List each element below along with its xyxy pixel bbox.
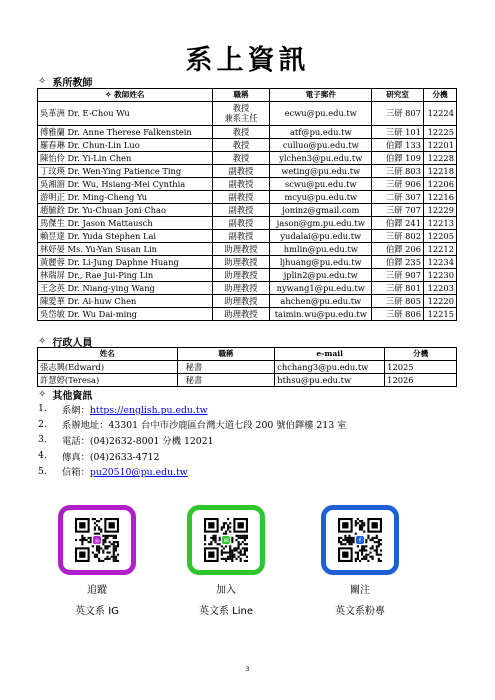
item-number: 4. [38, 450, 47, 462]
other-info-item [38, 463, 346, 479]
faculty-ext: 12220 [424, 294, 457, 307]
faculty-title: 副教授 [212, 229, 270, 242]
faculty-ext: 12205 [424, 229, 457, 242]
faculty-row [38, 294, 457, 307]
page-number: 3 [245, 665, 250, 673]
faculty-title: 助理教授 [212, 255, 270, 268]
faculty-office: 三研 101 [372, 125, 424, 138]
faculty-office: 三研 806 [372, 307, 424, 320]
item-link[interactable]: pu20510@pu.edu.tw [89, 467, 188, 479]
faculty-row [38, 216, 457, 229]
faculty-ext: 12230 [424, 268, 457, 281]
staff-title: 秘書 [177, 373, 275, 386]
faculty-email[interactable]: ecwu@pu.edu.tw [270, 101, 372, 125]
faculty-name: 趙毓銓 Dr. Yu-Chuan Joni Chao [38, 203, 213, 216]
faculty-name: 傅雅蘭 Dr. Anne Therese Falkenstein [38, 125, 213, 138]
faculty-office: 三研 801 [372, 281, 424, 294]
faculty-email[interactable]: weting@pu.edu.tw [270, 164, 372, 177]
faculty-name: 吳湘湄 Dr. Wu, Hsiang-Mei Cynthia [38, 177, 213, 190]
faculty-office: 三研 805 [372, 294, 424, 307]
faculty-email[interactable]: jason@gm.pu.edu.tw [270, 216, 372, 229]
qr-action-label: 關注 [350, 585, 370, 596]
faculty-row [38, 151, 457, 164]
staff-row [38, 360, 457, 373]
item-value: (04)2632-8001 分機 12021 [89, 435, 214, 447]
qr-card[interactable] [310, 505, 410, 617]
faculty-ext: 12215 [424, 307, 457, 320]
faculty-title: 副教授 [212, 190, 270, 203]
faculty-email[interactable]: mcyu@pu.edu.tw [270, 190, 372, 203]
item-number: 3. [38, 434, 47, 446]
faculty-name: 吳革洲 Dr. E-Chou Wu [38, 101, 213, 125]
staff-ext: 12026 [385, 373, 457, 386]
faculty-ext: 12216 [424, 190, 457, 203]
faculty-email[interactable]: ljhuang@pu.edu.tw [270, 255, 372, 268]
faculty-heading [38, 74, 92, 89]
page-title: 系上資訊 [185, 45, 310, 76]
faculty-email[interactable]: yudalai@pu.edu.tw [270, 229, 372, 242]
faculty-email[interactable]: ahchen@pu.edu.tw [270, 294, 372, 307]
faculty-title: 助理教授 [212, 307, 270, 320]
faculty-row [38, 164, 457, 177]
faculty-email[interactable]: ylchen3@pu.edu.tw [270, 151, 372, 164]
item-label: 系辦地址： [62, 420, 109, 432]
qr-frame[interactable] [321, 505, 399, 575]
faculty-row [38, 229, 457, 242]
faculty-name: 游明正 Dr. Ming-Cheng Yu [38, 190, 213, 203]
faculty-title: 副教授 [212, 177, 270, 190]
faculty-ext: 12201 [424, 138, 457, 151]
faculty-email[interactable]: joninz@gmail.com [270, 203, 372, 216]
faculty-email[interactable]: taimin.wu@pu.edu.tw [270, 307, 372, 320]
faculty-ext: 12212 [424, 242, 457, 255]
faculty-ext: 12229 [424, 203, 457, 216]
qr-frame[interactable] [58, 505, 136, 575]
item-link[interactable]: https://english.pu.edu.tw [89, 404, 208, 416]
faculty-email[interactable]: scwu@pu.edu.tw [270, 177, 372, 190]
qr-channel-label: 英文系 IG [75, 606, 119, 617]
svg-text:✉: ✉ [223, 537, 229, 545]
staff-row [38, 373, 457, 386]
faculty-office: 伯鐸 133 [372, 138, 424, 151]
qr-channel-label: 英文系 Line [198, 606, 254, 617]
faculty-title: 教授 [212, 138, 270, 151]
svg-text:◎: ◎ [94, 537, 100, 545]
faculty-name: 黃麗蓉 Dr. Li-Jung Daphne Huang [38, 255, 213, 268]
item-label: 系網： [62, 404, 90, 416]
item-number: 1. [38, 403, 47, 415]
item-number: 2. [38, 418, 47, 430]
faculty-table [37, 88, 457, 321]
faculty-office: 三研 906 [372, 177, 424, 190]
faculty-name: 吳岱敏 Dr. Wu Dai-ming [38, 307, 213, 320]
qr-channel-label: 英文系粉專 [335, 606, 385, 617]
faculty-name: 羅春琳 Dr. Chun-Lin Luo [38, 138, 213, 151]
faculty-row [38, 268, 457, 281]
faculty-office: 三研 802 [372, 229, 424, 242]
header-ext: 分機 [424, 89, 457, 102]
other-heading-label: 其他資訊 [52, 391, 93, 402]
faculty-heading-label: 系所教師 [52, 78, 93, 89]
faculty-row [38, 281, 457, 294]
staff-header-title: 職稱 [177, 348, 275, 361]
faculty-title: 副教授 [212, 164, 270, 177]
item-label: 信箱： [62, 467, 90, 479]
instagram-icon[interactable] [75, 518, 119, 562]
faculty-office: 二研 307 [372, 190, 424, 203]
header-email: 電子郵件 [270, 89, 372, 102]
faculty-ext: 12213 [424, 216, 457, 229]
staff-name: 許慧婷(Teresa) [38, 373, 178, 386]
faculty-title: 助理教授 [212, 281, 270, 294]
diamond-bullet-icon: ✧ [38, 76, 47, 87]
faculty-name: 林瑞屏 Dr., Rae Jui-Ping Lin [38, 268, 213, 281]
faculty-name: 馬傑生 Dr. Jason Mattausch [38, 216, 213, 229]
faculty-ext: 12206 [424, 177, 457, 190]
faculty-office: 三研 907 [372, 268, 424, 281]
faculty-title: 教授 [212, 125, 270, 138]
qr-card[interactable] [47, 505, 147, 617]
faculty-email[interactable]: atf@pu.edu.tw [270, 125, 372, 138]
faculty-title: 副教授 [212, 203, 270, 216]
faculty-row [38, 203, 457, 216]
staff-header-name: 姓名 [38, 348, 178, 361]
staff-email[interactable]: chchang3@pu.edu.tw [275, 360, 385, 373]
item-value: (04)2633-4712 [89, 451, 160, 463]
staff-heading-label: 行政人員 [52, 338, 93, 349]
faculty-office: 伯鐸 206 [372, 242, 424, 255]
faculty-email[interactable]: jplin2@pu.edu.tw [270, 268, 372, 281]
qr-card[interactable] [176, 505, 276, 617]
staff-header-ext: 分機 [385, 348, 457, 361]
faculty-office: 伯鐸 109 [372, 151, 424, 164]
item-label: 傳真： [62, 451, 90, 463]
faculty-office: 三研 707 [372, 203, 424, 216]
faculty-ext: 12225 [424, 125, 457, 138]
item-value: 43301 台中市沙鹿區台灣大道七段 200 號伯鐸樓 213 室 [108, 420, 347, 432]
faculty-name: 陳怡伶 Dr. Yi-Lin Chen [38, 151, 213, 164]
faculty-office: 三研 803 [372, 164, 424, 177]
other-info-item [38, 432, 346, 448]
header-title: 職稱 [212, 89, 270, 102]
faculty-ext: 12224 [424, 101, 457, 125]
faculty-title: 助理教授 [212, 294, 270, 307]
faculty-name: 林妤晏 Ms. Yu-Yan Susan Lin [38, 242, 213, 255]
qr-action-label: 加入 [216, 585, 236, 596]
staff-table [37, 347, 457, 387]
line-icon[interactable] [204, 518, 248, 562]
faculty-row [38, 177, 457, 190]
faculty-name: 王念英 Dr. Niang-ying Wang [38, 281, 213, 294]
diamond-bullet-icon: ✧ [38, 389, 47, 400]
staff-name: 張志興(Edward) [38, 360, 178, 373]
qr-frame[interactable] [187, 505, 265, 575]
faculty-email[interactable]: nywang1@pu.edu.tw [270, 281, 372, 294]
faculty-title: 助理教授 [212, 242, 270, 255]
item-number: 5. [38, 465, 47, 477]
faculty-row [38, 255, 457, 268]
faculty-title: 助理教授 [212, 268, 270, 281]
header-office: 研究室 [372, 89, 424, 102]
faculty-row [38, 242, 457, 255]
other-info-list [38, 401, 346, 479]
facebook-icon[interactable] [338, 518, 382, 562]
other-info-item [38, 417, 346, 433]
faculty-ext: 12218 [424, 164, 457, 177]
faculty-office: 三研 807 [372, 101, 424, 125]
faculty-row [38, 125, 457, 138]
staff-email[interactable]: hthsu@pu.edu.tw [275, 373, 385, 386]
other-info-item [38, 448, 346, 464]
faculty-title: 教授 兼系主任 [212, 101, 270, 125]
staff-header-email: e-mail [275, 348, 385, 361]
qr-action-label: 追蹤 [87, 585, 107, 596]
faculty-name: 賴昱達 Dr. Yuda Stephen Lai [38, 229, 213, 242]
other-info-item [38, 401, 346, 417]
diamond-bullet-icon: ✧ [38, 336, 47, 347]
staff-ext: 12025 [385, 360, 457, 373]
faculty-name: 陳愛華 Dr. Ai-huw Chen [38, 294, 213, 307]
header-name: ✧ 教師姓名 [38, 89, 213, 102]
faculty-title: 副教授 [212, 216, 270, 229]
svg-text:f: f [358, 537, 362, 545]
staff-header-row [38, 348, 457, 361]
faculty-header-row [38, 89, 457, 102]
faculty-name: 丁玟瑛 Dr. Wen-Ying Patience Ting [38, 164, 213, 177]
faculty-ext: 12203 [424, 281, 457, 294]
faculty-row [38, 307, 457, 320]
faculty-row [38, 101, 457, 125]
faculty-office: 伯鐸 235 [372, 255, 424, 268]
faculty-email[interactable]: hmlin@pu.edu.tw [270, 242, 372, 255]
faculty-row [38, 138, 457, 151]
other-heading [38, 387, 92, 402]
item-label: 電話： [62, 435, 90, 447]
faculty-ext: 12234 [424, 255, 457, 268]
faculty-ext: 12228 [424, 151, 457, 164]
staff-title: 秘書 [177, 360, 275, 373]
faculty-row [38, 190, 457, 203]
faculty-office: 伯鐸 241 [372, 216, 424, 229]
faculty-title: 教授 [212, 151, 270, 164]
faculty-email[interactable]: culluo@pu.edu.tw [270, 138, 372, 151]
